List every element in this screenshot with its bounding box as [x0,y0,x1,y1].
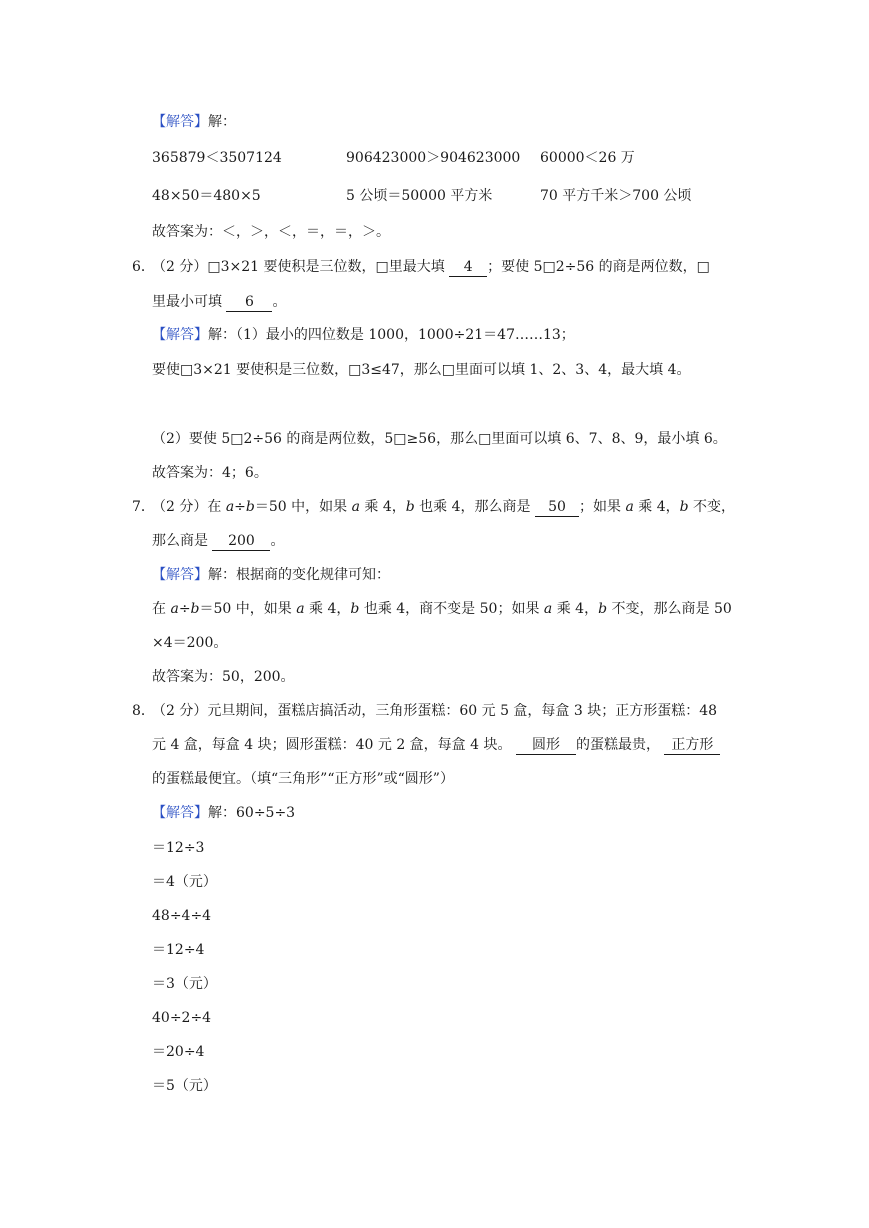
var-b: b [598,601,608,617]
q6-final-answer: 故答案为：4；6。 [152,465,268,481]
q6-question-line2 [152,292,286,312]
answer-tag: 【解答】 [152,327,208,343]
answer-tag: 【解答】 [152,114,208,130]
q6-question-line1 [152,257,710,277]
q7-text-d: 也乘 4，那么商是 [414,499,531,515]
var-a: a [351,499,360,515]
q8-number: 8． [132,703,155,719]
q7-solution-3: ×4＝200。 [152,635,228,651]
q8-sol-line: 解：60÷5÷3 [208,805,296,821]
q7-sol2-c: 乘 4， [304,601,351,617]
answer-lead: 解： [208,114,236,130]
q8-question-line2 [152,735,720,755]
q8-solution-1 [152,803,295,823]
q6-blank-1: 4 [449,258,487,277]
q6-blank-2: 6 [226,293,272,312]
q6-solution-2: 要使□3×21 要使积是三位数，□3≤47，那么□里面可以填 1、2、3、4，最大填 4。 [152,362,691,378]
q7-blank-2: 200 [212,532,270,551]
var-b: b [245,499,255,515]
var-a: a [543,601,553,617]
var-b: b [405,499,415,515]
q6-text-c: 里最小可填 [152,294,222,310]
q7-final-answer: 故答案为：50，200。 [152,669,295,685]
q7-text-e: ；如果 [579,499,626,515]
q8-question-line3: 的蛋糕最便宜。（填“三角形”“正方形”或“圆形”） [152,771,454,787]
q8-question-line1: （2 分）元旦期间，蛋糕店搞活动，三角形蛋糕：60 元 5 盒，每盒 3 块；正方形蛋糕：48 [152,703,718,719]
var-b: b [350,601,360,617]
divide-sign: ÷ [178,601,191,617]
q8-sol-line: ＝5（元） [152,1078,217,1094]
q7-blank-1: 50 [535,498,579,517]
q7-solution-2 [152,599,732,619]
q5-cmp-4: 48×50＝480×5 [152,188,261,204]
q6-text-a: （2 分）□3×21 要使积是三位数，□里最大填 [152,259,445,275]
q8-sol-line: ＝3（元） [152,976,217,992]
q5-cmp-5: 5 公顷＝50000 平方米 [346,188,493,204]
divide-sign: ÷ [234,499,246,515]
q7-sol2-f: 不变，那么商是 50 [607,601,732,617]
q6-text-b: ；要使 5□2÷56 的商是两位数，□ [487,259,710,275]
q7-text-g: 不变， [688,499,736,515]
q6-solution-3: （2）要使 5□2÷56 的商是两位数，5□≥56，那么□里面可以填 6、7、8、9，最小填 6。 [152,431,727,447]
q5-cmp-1: 365879＜3507124 [152,150,282,166]
q6-text-d: 。 [272,294,287,310]
var-a: a [170,601,179,617]
q7-text-h: 那么商是 [152,533,208,549]
q6-sol1-text: 解：（1）最小的四位数是 1000，1000÷21＝47……13； [208,327,575,343]
q5-answer-heading [152,112,236,132]
var-a: a [625,499,634,515]
q5-cmp-6: 70 平方千米＞700 公顷 [540,188,692,204]
q7-sol2-d: 也乘 4，商不变是 50；如果 [359,601,544,617]
q8-text-c: 的蛋糕最贵， [575,737,660,753]
q8-sol-line: ＝20÷4 [152,1044,205,1060]
q5-cmp-3: 60000＜26 万 [540,150,635,166]
answer-tag: 【解答】 [152,805,208,821]
q5-cmp-2: 906423000＞904623000 [346,150,521,166]
q8-blank-1: 圆形 [516,736,576,755]
q7-sol1-text: 解：根据商的变化规律可知： [208,567,390,583]
q6-solution-1 [152,325,575,345]
q7-question-line2 [152,531,284,551]
q7-solution-1 [152,565,390,585]
q7-text-f: 乘 4， [633,499,680,515]
q7-text-c: 乘 4， [359,499,406,515]
q8-sol-line: ＝4（元） [152,874,217,890]
q7-sol2-e: 乘 4， [552,601,599,617]
q7-text-i: 。 [270,533,285,549]
answer-tag: 【解答】 [152,567,208,583]
q7-sol2-a: 在 [152,601,171,617]
q7-text-a: （2 分）在 [152,499,226,515]
q8-text-b: 元 4 盒，每盒 4 块；圆形蛋糕：40 元 2 盒，每盒 4 块。 [152,737,512,753]
var-a: a [225,499,235,515]
q6-number: 6． [132,259,155,275]
q7-question-line1 [152,497,735,517]
var-b: b [679,499,689,515]
var-b: b [190,601,200,617]
q8-sol-line: 40÷2÷4 [152,1010,212,1026]
q8-blank-2: 正方形 [664,736,720,755]
var-a: a [296,601,305,617]
q8-sol-line: ＝12÷4 [152,942,205,958]
q7-number: 7． [132,499,155,515]
q8-sol-line: 48÷4÷4 [152,908,212,924]
q7-text-b: ＝50 中，如果 [254,499,352,515]
q5-final-answer: 故答案为：＜，＞，＜，＝，＝，＞。 [152,224,390,240]
q7-sol2-b: ＝50 中，如果 [199,601,297,617]
q8-sol-line: ＝12÷3 [152,840,205,856]
